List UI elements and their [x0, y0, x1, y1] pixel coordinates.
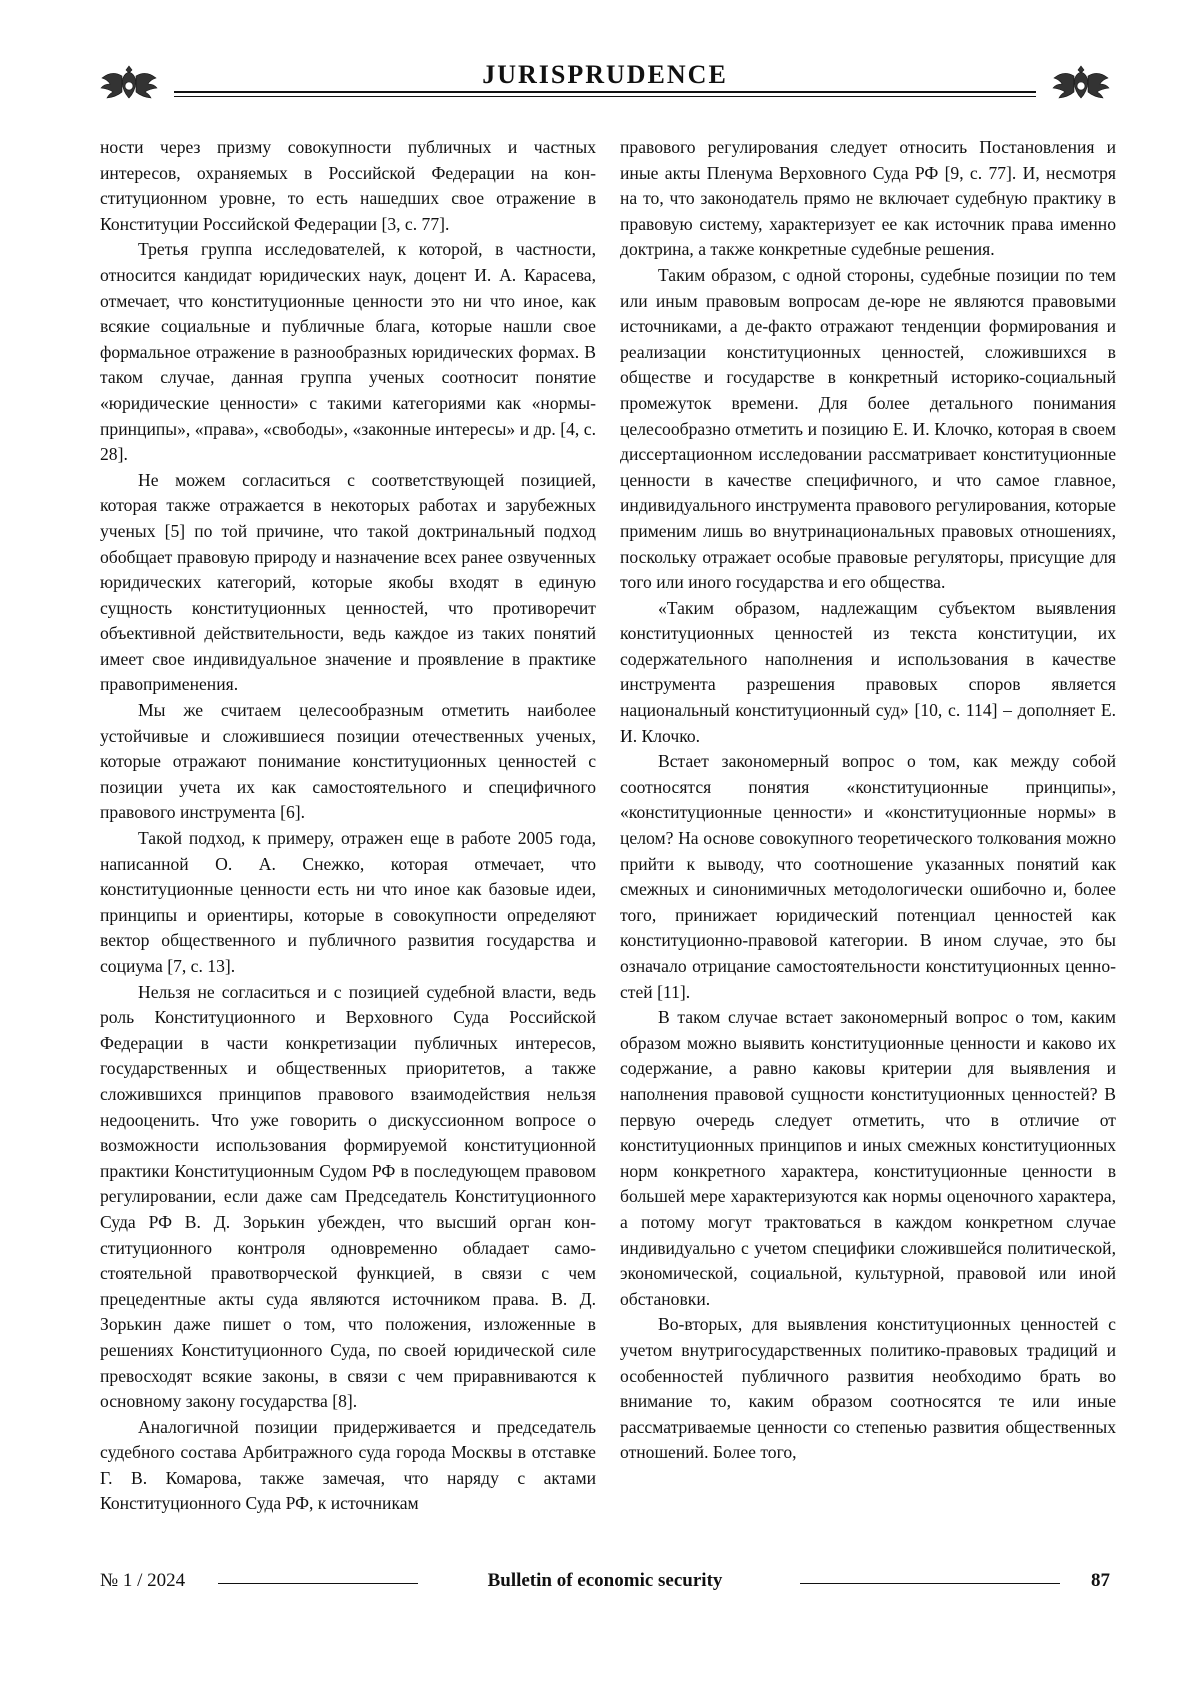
paragraph: Такой подход, к примеру, отражен еще в работе 2005 года, написанной О. А. Снежко, которая отмечает, что конституционные ценности есть ни что иное как базовые идеи, принципы и ориентиры, которые в совокупности определяют вектор общественного и публичного развития государства и социума [7, с. 13].: [100, 828, 596, 976]
header-rule-thin: [174, 96, 1036, 97]
paragraph: Таким образом, с одной стороны, судебные позиции по тем или иным правовым вопросам де-юре не являются правовыми источниками, а де-факто отражают тенденции формирования и реализации конституционных ценностей, сложившихся в обществе и государстве в конкретный историко-социальный промежуток времени. Для более детального понимания целесообразно отметить и позицию Е. И. Клочко, которая в своем диссертационном исследовании рассматривает конституционные ценности в качестве специфичного, и что самое главное, индивидуального инструмента правового регулирования, которые применим лишь во внутринациональных правовых отношениях, поскольку отражает особые правовые регуляторы, присущие для того или иного государства и его общества.: [620, 264, 1116, 593]
paragraph: Третья группа исследователей, к которой, в частности, относится кандидат юридических наук, доцент И. А. Карасева, отмечает, что конституционные ценности это ни что иное, как всякие социальные и публичные блага, которые нашли свое формальное отражение в разнообразных юридических формах. В таком случае, данная группа ученых соотносит понятие «юридические ценности» с такими категориями как «нормы-принципы», «права», «свободы», «законные интересы» и др. [4, с. 28].: [100, 239, 596, 465]
paragraph: правового регулирования следует относить Постановления и иные акты Пленума Верховного Суда РФ [9, с. 77]. И, несмотря на то, что законодатель прямо не включает судебную практику в правовую систему, характеризует ее как источник права именно доктрина, а также конкретные судебные решения.: [620, 137, 1116, 260]
running-header: [100, 50, 1110, 114]
paragraph: Аналогичной позиции придерживается и председатель судебного состава Арбитражного суда города Москвы в отставке Г. В. Комарова, также замечая, что наряду с актами Конституционного Суда РФ, к источникам: [100, 1416, 596, 1514]
paragraph: Нельзя не согласиться и с позицией судебной власти, ведь роль Конституционного и Верховного Суда Российской Федерации в части конкретизации публичных интересов, государственных и общественных приоритетов, а также сложившихся принципов правового взаимодействия нельзя недооценить. Что уже говорить о дискуссионном вопросе о возможности использования формируемой конституционной практики Конституционным Судом РФ в последующем правовом регулировании, если даже сам Председатель Конституционного Суда РФ В. Д. Зорькин убежден, что высший орган конституционного контроля одновременно обладает самостоятельной правотворческой функцией, в связи с чем прецедентные акты суда являются источником права. В. Д. Зорькин даже пишет о том, что положения, изложенные в решениях Конституционного Суда, по своей юридической силе превосходят всякие законы, в связи с чем приравниваются к основному закону государства [8].: [100, 981, 596, 1412]
emblem-icon: [100, 60, 158, 106]
page-number: 87: [1091, 1570, 1110, 1591]
emblem-icon: [1052, 60, 1110, 106]
section-title: JURISPRUDENCE: [470, 60, 740, 90]
paragraph: В таком случае встает закономерный вопрос о том, каким образом можно выявить конституционные ценности и каково их содержание, а равно каковы критерии для выявления и наполнения правовой сущности конституционных ценностей? В первую очередь следует отметить, что в отличие от конституционных принципов и иных смежных конституционных норм конкретного характера, конституционные ценности в большей мере характеризуются как нормы оценочного характера, а потому могут трактоваться в каждом конкретном случае индивидуально с учетом специфики сложившейся политической, экономической, социальной, культурной, правовой или иной обстановки.: [620, 1007, 1116, 1309]
issue-number: № 1 / 2024: [100, 1570, 186, 1591]
paragraph: ности через призму совокупности публичных и частных интересов, охраняемых в Российской Федерации на конституционном уровне, то есть нашедших свое отражение в Конституции Российской Федерации [3, с. 77].: [100, 137, 596, 234]
left-column: [100, 135, 596, 1517]
journal-title: Bulletin of economic security: [487, 1570, 723, 1591]
header-rule: [174, 91, 1036, 93]
paragraph: «Таким образом, надлежащим субъектом выявления конституционных ценностей из текста конституции, их содержательного наполнения и использования в качестве инструмента разрешения правовых споров является национальный конституционный суд» [10, с. 114] – дополняет Е. И. Клочко.: [620, 597, 1116, 746]
paragraph: Встает закономерный вопрос о том, как между собой соотносятся понятия «конституционные принципы», «конституционные ценности» и «конституционные нормы» в целом? На основе совокупного теоретического толкования можно прийти к выводу, что соотношение указанных понятий как смежных и синонимичных методологически ошибочно и, более того, принижает юридический потенциал ценностей как конституционно-правовой категории. В ином случае, это бы означало отрицание самостоятельности конституционных ценностей [11].: [620, 751, 1116, 1002]
paragraph: Во-вторых, для выявления конституционных ценностей с учетом внутригосударственных политико-правовых традиций и особенностей публичного развития необходимо брать во внимание то, каким образом соотносятся те или иные рассматриваемые ценности со степенью развития общественных отношений. Более того,: [620, 1314, 1116, 1463]
footer-rule: [800, 1583, 1060, 1584]
running-footer: [100, 1570, 1110, 1600]
right-column: [620, 135, 1116, 1466]
paragraph: Мы же считаем целесообразным отметить наиболее устойчивые и сложившиеся позиции отечественных ученых, которые отражают понимание конституционных ценностей с позиции учета их как самостоятельного и специфичного правового инструмента [6].: [100, 700, 596, 823]
paragraph: Не можем согласиться с соответствующей позицией, которая также отражается в некоторых работах и зарубежных ученых [5] по той причине, что такой доктринальный подход обобщает правовую природу и назначение всех ранее озвученных юридических категорий, которые якобы входят в единую сущность конституционных ценностей, что противоречит объективной действительности, ведь каждое из таких понятий имеет свое индивидуальное значение и проявление в практике правоприменения.: [100, 469, 596, 695]
